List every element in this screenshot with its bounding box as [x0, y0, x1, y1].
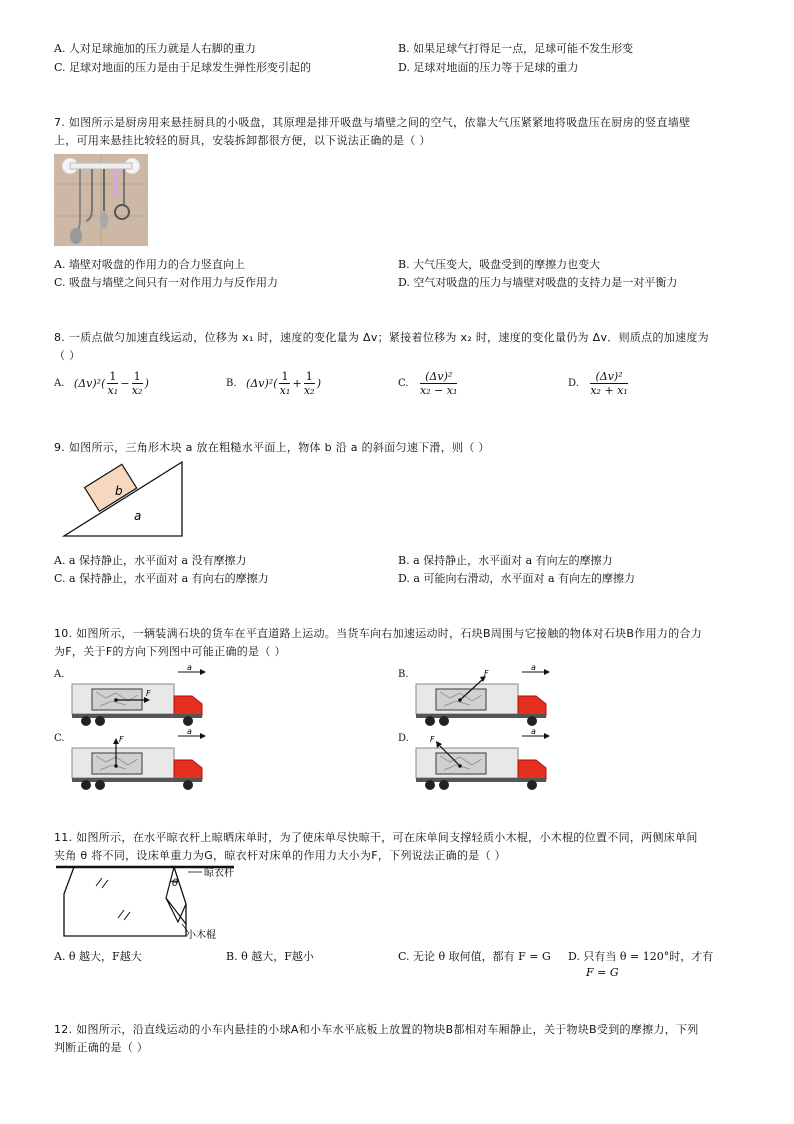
svg-text:F: F: [484, 669, 489, 678]
q8-option-d: D. $\frac{\text{(Δv)²}}{\text{x₂ + x₁}}$: [568, 370, 628, 397]
q10-label-d: D.: [398, 733, 409, 744]
svg-text:F: F: [430, 735, 435, 744]
label-b: b: [115, 484, 123, 498]
q11-option-c: C. 无论 θ 取何值，都有 F = G: [398, 950, 551, 963]
q8-stem-line2: （ ）: [54, 349, 81, 362]
q12-stem-line2: 判断正确的是（ ）: [54, 1041, 149, 1054]
q9-option-a: A. a 保持静止，水平面对 a 没有摩擦力: [54, 554, 247, 567]
incline-block-diagram: [62, 460, 202, 542]
svg-text:F: F: [119, 735, 124, 744]
suction-hook-photo: [54, 154, 148, 246]
truck-option-b: [414, 664, 562, 728]
q9-option-d: D. a 可能向右滑动，水平面对 a 有向左的摩擦力: [398, 572, 636, 585]
q8-option-b: B. (Δv)²( $\frac{1}{\text{x₁}}$ + $\frac{1}{\text{x₂}}$ ): [226, 370, 321, 397]
q10-stem-line1: 10. 如图所示，一辆装满石块的货车在平直道路上运动。当货车向右加速运动时，石块B周围与它接触的物体对石块B作用力的合力: [54, 627, 703, 640]
q7-option-c: C. 吸盘与墙壁之间只有一对作用力与反作用力: [54, 276, 279, 289]
svg-text:F: F: [146, 689, 151, 698]
label-a: a: [134, 509, 142, 523]
q11-option-d: D. 只有当 θ = 120°时，才有: [568, 950, 714, 963]
q11-option-d-continuation: F = G: [586, 966, 619, 979]
q7-option-d: D. 空气对吸盘的压力与墙壁对吸盘的支持力是一对平衡力: [398, 276, 678, 289]
q10-label-b: B.: [398, 669, 409, 680]
svg-text:a: a: [531, 728, 536, 736]
q10-stem-line2: 为F，关于F的方向下列图中可能正确的是（ ）: [54, 645, 286, 658]
q11-option-a: A. θ 越大，F越大: [54, 950, 142, 963]
q11-stem-line2: 夹角 θ 将不同，设床单重力为G，晾衣杆对床单的作用力大小为F，下列说法正确的是（ ）: [54, 849, 506, 862]
sheet-drying-diagram: [54, 864, 264, 942]
q10-label-a: A.: [54, 669, 65, 680]
q6-option-c: C. 足球对地面的压力是由于足球发生弹性形变引起的: [54, 61, 312, 74]
svg-text:a: a: [531, 664, 536, 672]
q11-option-b: B. θ 越大，F越小: [226, 950, 314, 963]
rod-label: 晾衣杆: [204, 868, 234, 879]
q7-stem-line1: 7. 如图所示是厨房用来悬挂厨具的小吸盘，其原理是排开吸盘与墙壁之间的空气，依靠大气压紧紧地将吸盘压在厨房的竖直墙壁: [54, 116, 691, 129]
stick-label: 小木棍: [186, 930, 216, 941]
q8-stem-line1: 8. 一质点做匀加速直线运动，位移为 x₁ 时，速度的变化量为 Δv；紧接着位移为 x₂ 时，速度的变化量仍为 Δv．则质点的加速度为: [54, 331, 709, 344]
q6-option-b: B. 如果足球气打得足一点，足球可能不发生形变: [398, 42, 634, 55]
q7-option-a: A. 墙壁对吸盘的作用力的合力竖直向上: [54, 258, 245, 271]
q8-option-a: A. (Δv)²( $\frac{1}{\text{x₁}}$ − $\frac{1}{\text{x₂}}$ ): [54, 370, 149, 397]
q10-label-c: C.: [54, 733, 65, 744]
q9-option-c: C. a 保持静止，水平面对 a 有向右的摩擦力: [54, 572, 269, 585]
q11-stem-line1: 11. 如图所示，在水平晾衣杆上晾晒床单时，为了使床单尽快晾干，可在床单间支撑轻质小木棍，小木棍的位置不同，两侧床单间: [54, 831, 698, 844]
svg-text:a: a: [187, 664, 192, 672]
q8-option-c: C. $\frac{\text{(Δv)²}}{\text{x₂ − x₁}}$: [398, 370, 458, 397]
truck-option-c: [70, 728, 218, 792]
q7-option-b: B. 大气压变大，吸盘受到的摩擦力也变大: [398, 258, 601, 271]
q7-stem-line2: 上，可用来悬挂比较轻的厨具，安装拆卸都很方便，以下说法正确的是（ ）: [54, 134, 431, 147]
theta-label: θ: [172, 878, 179, 889]
truck-option-a: [70, 664, 218, 728]
q12-stem-line1: 12. 如图所示，沿直线运动的小车内悬挂的小球A和小车水平底板上放置的物块B都相对车厢静止，关于物块B受到的摩擦力，下列: [54, 1023, 699, 1036]
truck-option-d: [414, 728, 562, 792]
q9-stem: 9. 如图所示，三角形木块 a 放在粗糙水平面上，物体 b 沿 a 的斜面匀速下滑，则（ ）: [54, 441, 490, 454]
q9-option-b: B. a 保持静止，水平面对 a 有向左的摩擦力: [398, 554, 613, 567]
q6-option-d: D. 足球对地面的压力等于足球的重力: [398, 61, 579, 74]
q6-option-a: A. 人对足球施加的压力就是人右脚的重力: [54, 42, 256, 55]
svg-text:a: a: [187, 728, 192, 736]
